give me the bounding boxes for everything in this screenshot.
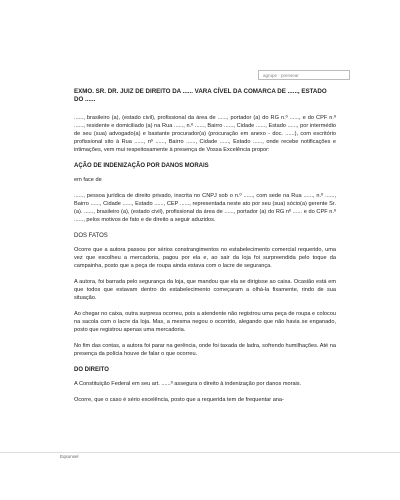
petition-body xyxy=(74,88,336,412)
facts-paragraph-4: No fim das contas, a autora foi parar na gerência, onde foi taxada de ladra, sofrendo humilhações. Até na presença da polícia houve de falar o que ocorreu. xyxy=(74,343,336,357)
law-paragraph-1: A Constituição Federal em seu art. ......º assegura o direito à indenização por danos morais. xyxy=(74,381,302,387)
law-paragraph-2: Ocorre, que o caso é sério excelência, posto que a requerida tem de frequentar ana- xyxy=(74,397,284,403)
plaintiff-paragraph: ......, brasileiro (a), (estado civil), profissional da área de ......, portador (a) do RG n.º ......, e do CPF n.º ......, residente e domiciliado (a) na Rua ......, n.º ......, Bairro ......, Cidade ......, Estado ......, por intermédio de seu (sua) advogado(a) e bastante procurador(a) (procuração em anexo - doc. ......), com escritório profissional sito à Rua ......, nº ......, Bairro ......, Cidade ......, Estado ......, onde recebe notificações e intimações, vem mui respeitosamente à presença de Vossa Excelência propor: xyxy=(74,115,336,153)
law-title: DO DIREITO xyxy=(74,367,109,373)
action-title: AÇÃO DE INDENIZAÇÃO POR DANOS MORAIS xyxy=(74,163,209,169)
facts-paragraph-1: Ocorre que a autora passou por sérios constrangimentos no estabelecimento comercial requerido, uma vez que escolheu a mercadoria, pagou por ela e, ao sair da loja foi surpreendida pelo toque da campainha, posto que a peça de roupa ainda estava com o lacre de segurança. xyxy=(74,247,336,269)
header-stamp-box: agrupe · prensear xyxy=(258,70,350,80)
petition-heading: EXMO. SR. DR. JUIZ DE DIREITO DA ...... VARA CÍVEL DA COMARCA DE ......, ESTADO DO ...... xyxy=(74,88,327,103)
footer-divider xyxy=(0,452,400,453)
facts-paragraph-2: A autora, foi barrada pelo segurança da loja, que mandou que ela se dirigisse ao caixa. Ocasião está em que todos que estavam dentro do estabelecimento começaram a olhá-la fixamente, rindo de sua situação. xyxy=(74,279,336,301)
facts-paragraph-3: Ao chegar no caixa, outra surpresa ocorreu, pois a atendente não registrou uma peça de roupa e colocou na sacola com o lacre da loja. Mas, a mesma negou o ocorrido, alegando que não havia se enganado, posto que registrou apenas uma mercadoria. xyxy=(74,311,336,333)
footer-text: Eqsonsel xyxy=(60,454,79,459)
defendant-paragraph: ......, pessoa jurídica de direito privado, inscrita no CNPJ sob o n.º ......, com sede na Rua ......, n.º ......, Bairro ......, Cidade ......, Estado ......, CEP ......, representada neste ato por seu (sua) sócio(a) gerente Sr. (a). ......, brasileiro (a), (estado civil), profissional da área de ......, portador (a) do RG nº ...... e do CPF n.º ......, pelos motivos de fato e de direito a seguir aduzidos. xyxy=(74,193,336,223)
against-label: em face de xyxy=(74,177,102,183)
facts-title: DOS FATOS xyxy=(74,233,108,239)
